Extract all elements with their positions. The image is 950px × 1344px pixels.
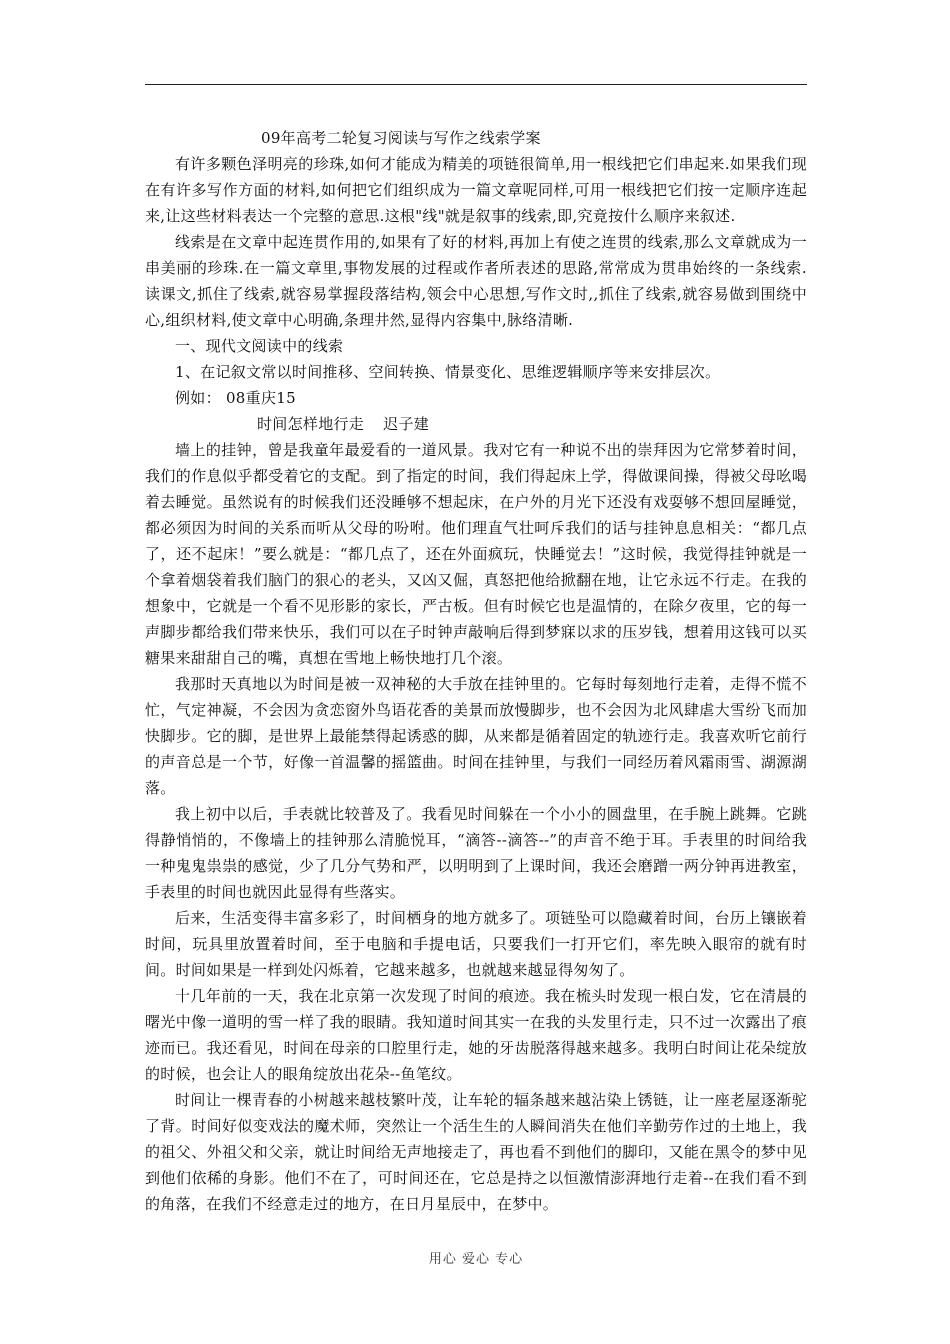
story-paragraph: 我上初中以后，手表就比较普及了。我看见时间躲在一个小小的圆盘里，在手腕上跳舞。它跳得静悄悄的，不像墙上的挂钟那么清脆悦耳，“滴答--滴答--”的声音不绝于耳。手表里的时间给我一种鬼鬼祟祟的感觉，少了几分气势和严，以明明到了上课时间，我还会磨蹭一两分钟再进教室，手表里的时间也就因此显得有些落实。: [145, 805, 807, 901]
story-paragraph: 墙上的挂钟，曾是我童年最爱看的一道风景。我对它有一种说不出的崇拜因为它常梦着时间，我们的作息似乎都受着它的支配。到了指定的时间，我们得起床上学，得做课间操，得被父母吆喝着去睡觉。虽然说有的时候我们还没睡够不想起床，在户外的月光下还没有戏耍够不想回屋睡觉，都必须因为时间的关系而听从父母的吩咐。他们理直气壮呵斥我们的话与挂钟息息相关：“都几点了，还不起床！”要么就是：“都几点了，还在外面疯玩，快睡觉去！”这时候，我觉得挂钟就是一个拿着烟袋着我们脑门的狠心的老头，又凶又倔，真怒把他给掀翻在地，让它永远不行走。在我的想象中，它就是一个看不见形影的家长，严古板。但有时候它也是温情的，在除夕夜里，它的每一声脚步都给我们带来快乐，我们可以在子时钟声敲响后得到梦寐以求的压岁钱，想着用这钱可以买糖果来甜甜自己的嘴，真想在雪地上畅快地打几个滚。: [145, 441, 807, 667]
document-body: [145, 125, 807, 1217]
story-paragraph: 十几年前的一天，我在北京第一次发现了时间的痕迹。我在梳头时发现一根白发，它在清晨的曙光中像一道明的雪一样了我的眼睛。我知道时间其实一在我的头发里行走，只不过一次露出了痕迹而已。我还看见，时间在母亲的口腔里行走，她的牙齿脱落得越来越多。我明白时间让花朵绽放的时候，也会让人的眼角绽放出花朵--鱼笔纹。: [145, 987, 807, 1083]
page-footer: 用心 爱心 专心: [428, 1252, 524, 1267]
example-label: 例如： 08重庆15: [175, 389, 296, 407]
intro-paragraph: 线索是在文章中起连贯作用的,如果有了好的材料,再加上有使之连贯的线索,那么文章就成为一串美丽的珍珠.在一篇文章里,事物发展的过程或作者所表述的思路,常常成为贯串始终的一条线索.读课文,抓住了线索,就容易掌握段落结构,领会中心思想,写作文时,,抓住了线索,就容易做到围绕中心,组织材料,使文章中心明确,条理井然,显得内容集中,脉络清晰.: [145, 233, 807, 329]
intro-paragraph: 有许多颗色泽明亮的珍珠,如何才能成为精美的项链很简单,用一根线把它们串起来.如果我们现在有许多写作方面的材料,如何把它们组织成为一篇文章呢同样,可用一根线把它们按一定顺序连起来,让这些材料表达一个完整的意思.这根"线"就是叙事的线索,即,究竟按什么顺序来叙述.: [145, 155, 807, 225]
document-title: 09年高考二轮复习阅读与写作之线索学案: [261, 129, 541, 147]
section-heading: 一、现代文阅读中的线索: [175, 337, 344, 355]
document-page: [145, 0, 807, 1344]
point-paragraph: 1、在记叙文常以时间推移、空间转换、情景变化、思维逻辑顺序等来安排层次。: [175, 363, 721, 381]
story-title: 时间怎样地行走 迟子建: [257, 415, 430, 433]
story-paragraph: 后来，生活变得丰富多彩了，时间栖身的地方就多了。项链坠可以隐藏着时间，台历上镶嵌着时间，玩具里放置着时间，至于电脑和手提电话，只要我们一打开它们，率先映入眼帘的就有时间。时间如果是一样到处闪烁着，它越来越多，也就越来越显得匆匆了。: [145, 909, 807, 979]
header-rule: [145, 84, 807, 85]
story-paragraph: 我那时天真地以为时间是被一双神秘的大手放在挂钟里的。它每时每刻地行走着，走得不慌不忙，气定神凝，不会因为贪恋窗外鸟语花香的美景而放慢脚步，也不会因为北风肆虐大雪纷飞而加快脚步。它的脚，是世界上最能禁得起诱惑的脚，从来都是循着固定的轨迹行走。我喜欢听它前行的声音总是一个节，好像一首温馨的摇篮曲。时间在挂钟里，与我们一同经历着风霜雨雪、湖源湖落。: [145, 675, 807, 797]
story-paragraph: 时间让一棵青春的小树越来越枝繁叶茂，让车轮的辐条越来越沾染上锈链，让一座老屋逐渐驼了背。时间好似变戏法的魔术师，突然让一个活生生的人瞬间消失在他们辛勤劳作过的土地上，我的祖父、外祖父和父亲，就让时间给无声地接走了，再也看不到他们的脚印，又能在黑令的梦中见到他们依稀的身影。他们不在了，可时间还在，它总是持之以恒激情澎湃地行走着--在我们看不到的角落，在我们不经意走过的地方，在日月星辰中，在梦中。: [145, 1091, 807, 1213]
